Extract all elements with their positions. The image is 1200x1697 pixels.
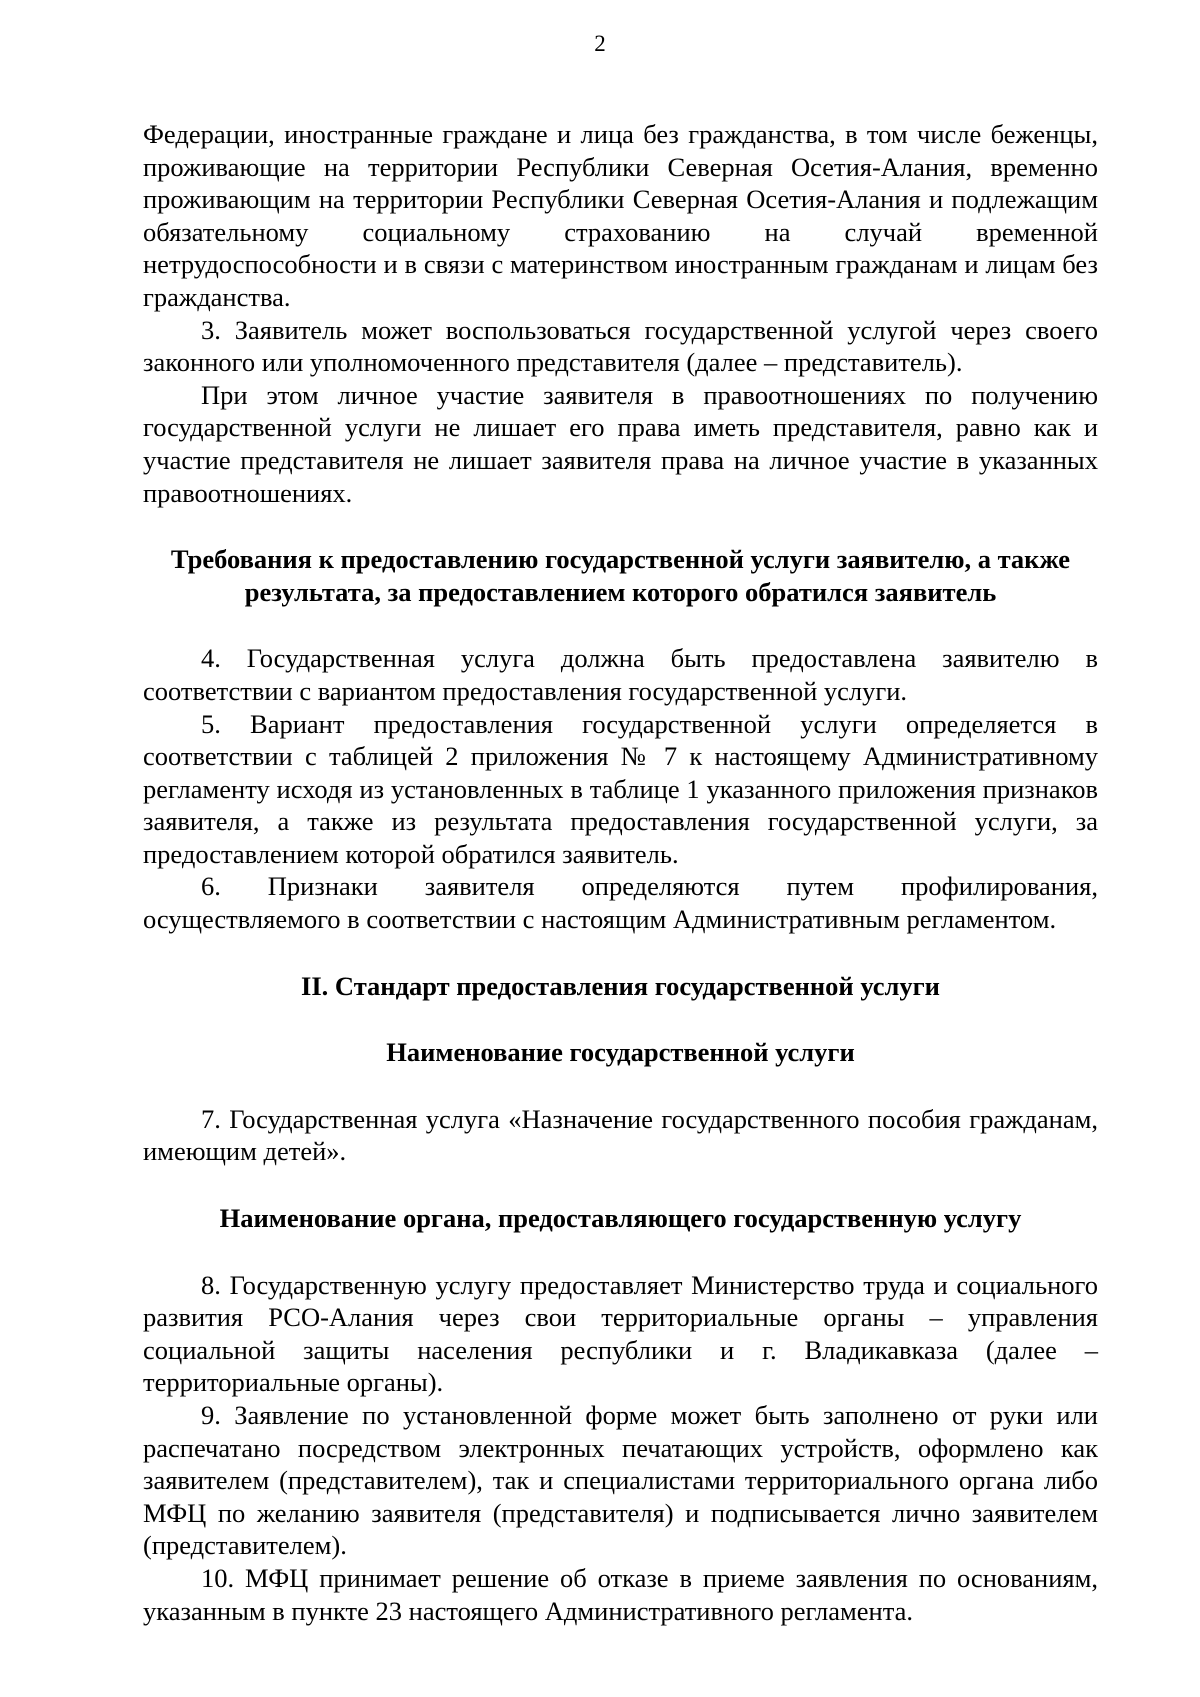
paragraph-6: 6. Признаки заявителя определяются путем профилирования, осуществляемого в соответствии с настоящим Административным регламентом.: [143, 871, 1098, 935]
spacer: [143, 1002, 1098, 1036]
spacer: [143, 1235, 1098, 1269]
document-body: [143, 118, 1098, 1627]
paragraph-8: 8. Государственную услугу предоставляет Министерство труда и социального развития РСО-Алания через свои территориальные органы – управления социальной защиты населения республики и г. Владикавказа (далее – территориальные органы).: [143, 1269, 1098, 1398]
paragraph-3: 3. Заявитель может воспользоваться государственной услугой через своего законного или уполномоченного представителя (далее – представитель).: [143, 314, 1098, 378]
paragraph-10: 10. МФЦ принимает решение об отказе в приеме заявления по основаниям, указанным в пункте 23 настоящего Административного регламента.: [143, 1562, 1098, 1626]
page-number: 2: [594, 31, 606, 56]
section-heading-authority: Наименование органа, предоставляющего государственную услугу: [219, 1203, 1022, 1234]
section-heading-service-name: Наименование государственной услуги: [386, 1037, 855, 1068]
section-heading-requirements: Требования к предоставлению государственной услуги заявителю, а также результата, за предоставлением которого обратился заявитель: [170, 544, 1071, 607]
paragraph-5: 5. Вариант предоставления государственной услуги определяется в соответствии с таблицей 2 приложения № 7 к настоящему Административному регламенту исходя из установленных в таблице 1 указанного приложения признаков заявителя, а также из результата предоставления государственной услуги, за предоставлением которой обратился заявитель.: [143, 708, 1098, 869]
section-heading-standard: II. Стандарт предоставления государственной услуги: [301, 970, 940, 1001]
paragraph-intro-continuation: Федерации, иностранные граждане и лица без гражданства, в том числе беженцы, проживающие на территории Республики Северная Осетия-Алания, временно проживающим на территории Республики Северная Осетия-Алания и подлежащим обязательному социальному страхованию на случай временной нетрудоспособности и в связи с материнством иностранным гражданам и лицам без гражданства.: [143, 119, 1098, 312]
paragraph-7: 7. Государственная услуга «Назначение государственного пособия гражданам, имеющим детей».: [143, 1103, 1098, 1167]
spacer: [143, 1069, 1098, 1103]
paragraph-9: 9. Заявление по установленной форме может быть заполнено от руки или распечатано посредством электронных печатающих устройств, оформлено как заявителем (представителем), так и специалистами территориального органа либо МФЦ по желанию заявителя (представителя) и подписывается лично заявителем (представителем).: [143, 1400, 1098, 1561]
paragraph-4: 4. Государственная услуга должна быть предоставлена заявителю в соответствии с вариантом предоставления государственной услуги.: [143, 643, 1098, 706]
spacer: [143, 936, 1098, 970]
paragraph-representative: При этом личное участие заявителя в правоотношениях по получению государственной услуги не лишает его права иметь представителя, равно как и участие представителя не лишает заявителя права на личное участие в указанных правоотношениях.: [143, 379, 1098, 508]
spacer: [143, 1168, 1098, 1202]
spacer: [143, 608, 1098, 642]
spacer: [143, 509, 1098, 543]
